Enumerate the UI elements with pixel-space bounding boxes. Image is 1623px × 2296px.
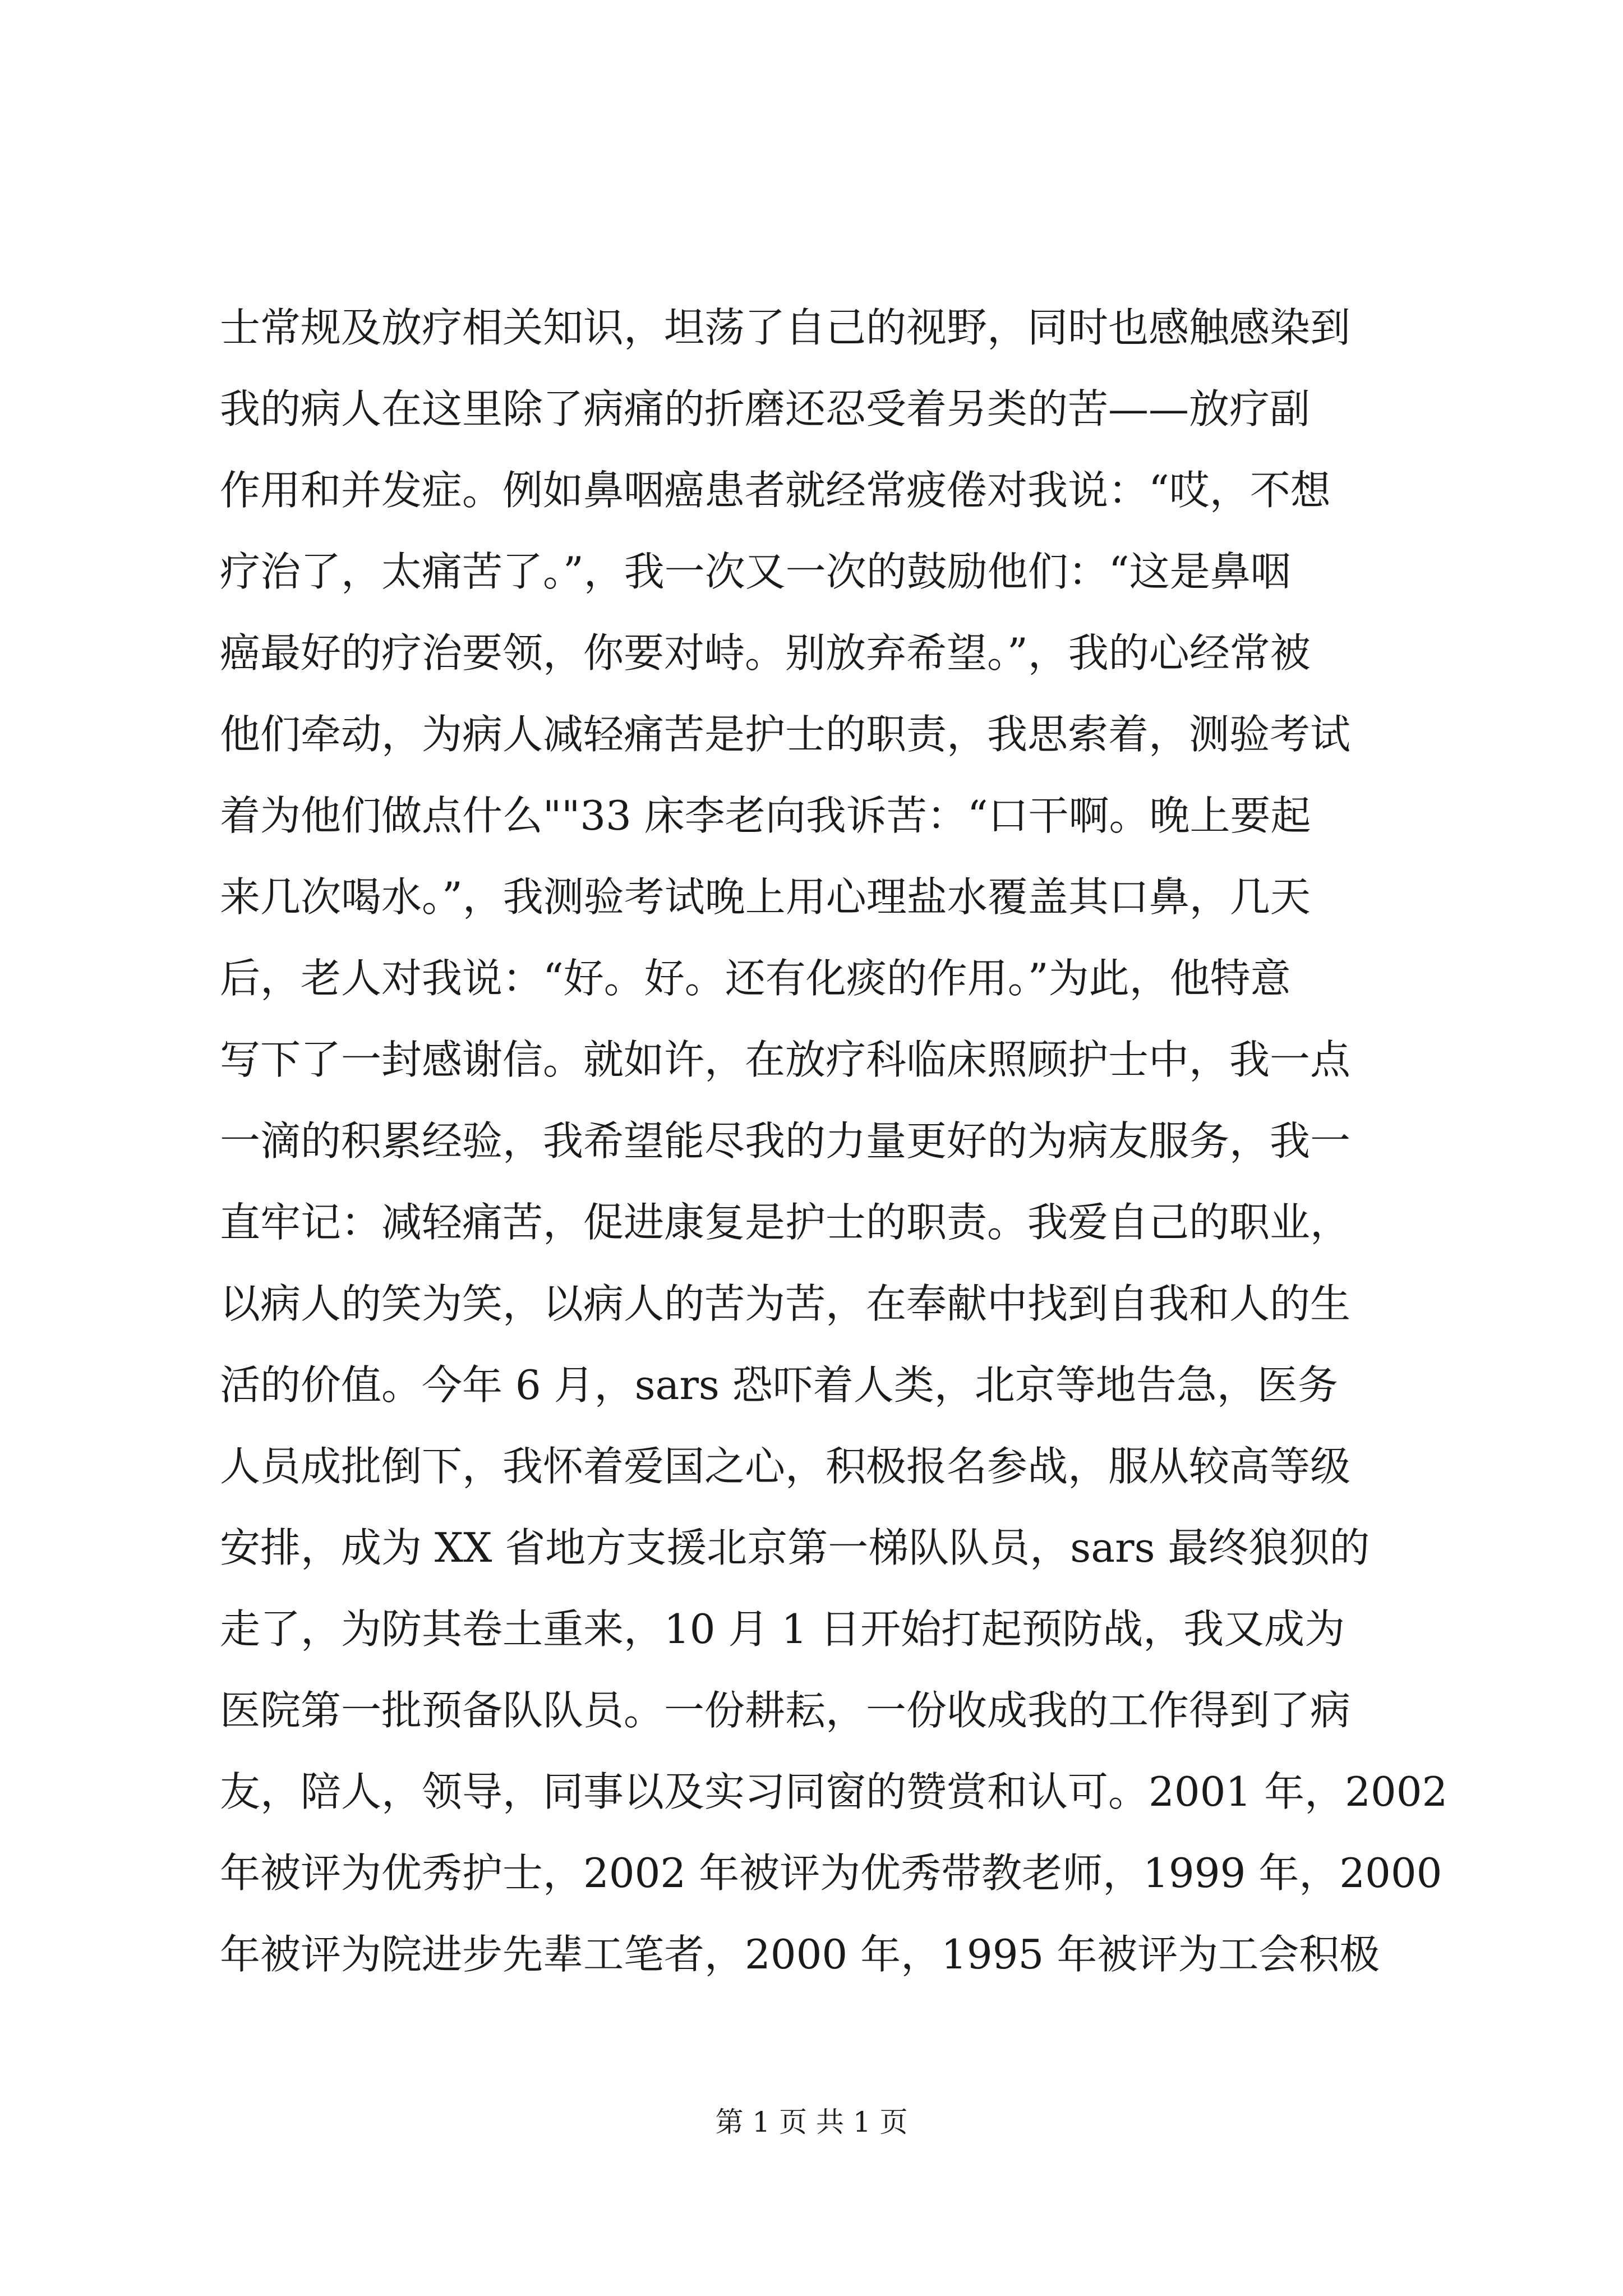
text-line: 癌最好的疗治要领，你要对峙。别放弃希望。”，我的心经常被	[220, 629, 1311, 677]
page-footer	[0, 2102, 1623, 2142]
text-line: 士常规及放疗相关知识，坦荡了自己的视野，同时也感触感染到	[220, 304, 1351, 351]
text-line: 年被评为院进步先辈工笔者，2000 年，1995 年被评为工会积极	[220, 1931, 1380, 1978]
text-line: 来几次喝水。”，我测验考试晚上用心理盐水覆盖其口鼻，几天	[220, 873, 1311, 921]
text-line: 友，陪人，领导，同事以及实习同窗的赞赏和认可。2001 年，2002	[220, 1768, 1448, 1815]
text-line: 直牢记：减轻痛苦，促进康复是护士的职责。我爱自己的职业，	[220, 1199, 1351, 1246]
text-line: 走了，为防其卷土重来，10 月 1 日开始打起预防战，我又成为	[220, 1605, 1345, 1653]
text-line: 他们牵动，为病人减轻痛苦是护士的职责，我思索着，测验考试	[220, 711, 1351, 758]
text-line: 一滴的积累经验，我希望能尽我的力量更好的为病友服务，我一	[220, 1117, 1351, 1165]
page-number-label: 第 1 页 共 1 页	[715, 2106, 908, 2138]
text-line: 疗治了，太痛苦了。”，我一次又一次的鼓励他们：“这是鼻咽	[220, 548, 1291, 595]
text-line: 人员成批倒下，我怀着爱国之心，积极报名参战，服从较高等级	[220, 1443, 1351, 1490]
text-line: 写下了一封感谢信。就如许，在放疗科临床照顾护士中，我一点	[220, 1036, 1351, 1083]
text-line: 作用和并发症。例如鼻咽癌患者就经常疲倦对我说：“哎，不想	[220, 467, 1331, 514]
text-line: 我的病人在这里除了病痛的折磨还忍受着另类的苦——放疗副	[220, 385, 1311, 432]
text-line: 年被评为优秀护士，2002 年被评为优秀带教老师，1999 年，2000	[220, 1849, 1442, 1897]
body-text	[220, 287, 1448, 1995]
text-line: 着为他们做点什么""33 床李老向我诉苦：“口干啊。晚上要起	[220, 792, 1311, 839]
text-line: 以病人的笑为笑，以病人的苦为苦，在奉献中找到自我和人的生	[220, 1280, 1351, 1327]
text-line: 安排，成为 XX 省地方支援北京第一梯队队员，sars 最终狼狈的	[220, 1524, 1370, 1571]
text-line: 后，老人对我说：“好。好。还有化痰的作用。”为此，他特意	[220, 955, 1291, 1002]
text-line: 医院第一批预备队队员。一份耕耘，一份收成我的工作得到了病	[220, 1687, 1351, 1734]
text-line: 活的价值。今年 6 月，sars 恐吓着人类，北京等地告急，医务	[220, 1361, 1338, 1409]
